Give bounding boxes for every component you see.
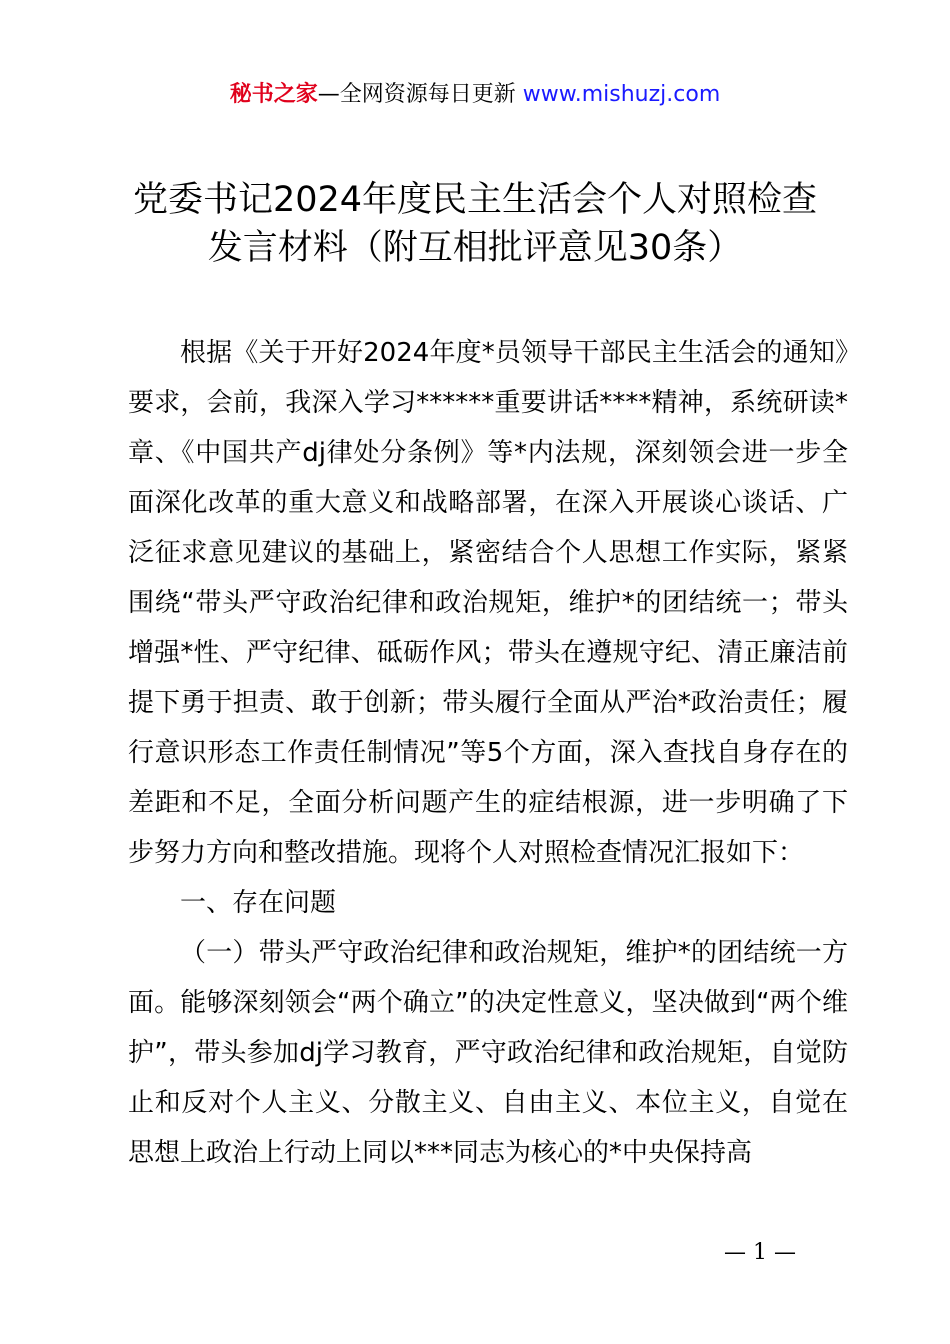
document-body xyxy=(128,328,848,1178)
site-banner xyxy=(0,78,950,112)
title-line-2: 发言材料（附互相批评意见30条） xyxy=(207,228,743,268)
site-url-link[interactable]: www.mishuzj.com xyxy=(522,82,721,107)
section-heading: 一、存在问题 xyxy=(180,888,337,918)
page-number: — 1 — xyxy=(724,1240,796,1265)
section-paragraph: （一）带头严守政治纪律和政治规矩，维护*的团结统一方面。能够深刻领会“两个确立”的决定性意义，坚决做到“两个维护”，带头参加dj学习教育，严守政治纪律和政治规矩，自觉防止和反对个人主义、分散主义、自由主义、本位主义，自觉在思想上政治上行动上同以***同志为核心的*中央保持高 xyxy=(128,938,848,1168)
site-brand: 秘书之家 xyxy=(229,82,318,107)
document-title xyxy=(70,176,880,272)
site-tagline: —全网资源每日更新 xyxy=(317,82,523,107)
intro-paragraph: 根据《关于开好2024年度*员领导干部民主生活会的通知》要求，会前，我深入学习******重要讲话****精神，系统研读*章、《中国共产dj律处分条例》等*内法规，深刻领会进一步全面深化改革的重大意义和战略部署，在深入开展谈心谈话、广泛征求意见建议的基础上，紧密结合个人思想工作实际，紧紧围绕“带头严守政治纪律和政治规矩，维护*的团结统一；带头增强*性、严守纪律、砥砺作风；带头在遵规守纪、清正廉洁前提下勇于担责、敢于创新；带头履行全面从严治*政治责任；履行意识形态工作责任制情况”等5个方面，深入查找自身存在的差距和不足，全面分析问题产生的症结根源，进一步明确了下步努力方向和整改措施。现将个人对照检查情况汇报如下： xyxy=(128,338,848,868)
title-line-1: 党委书记2024年度民主生活会个人对照检查 xyxy=(132,180,818,220)
